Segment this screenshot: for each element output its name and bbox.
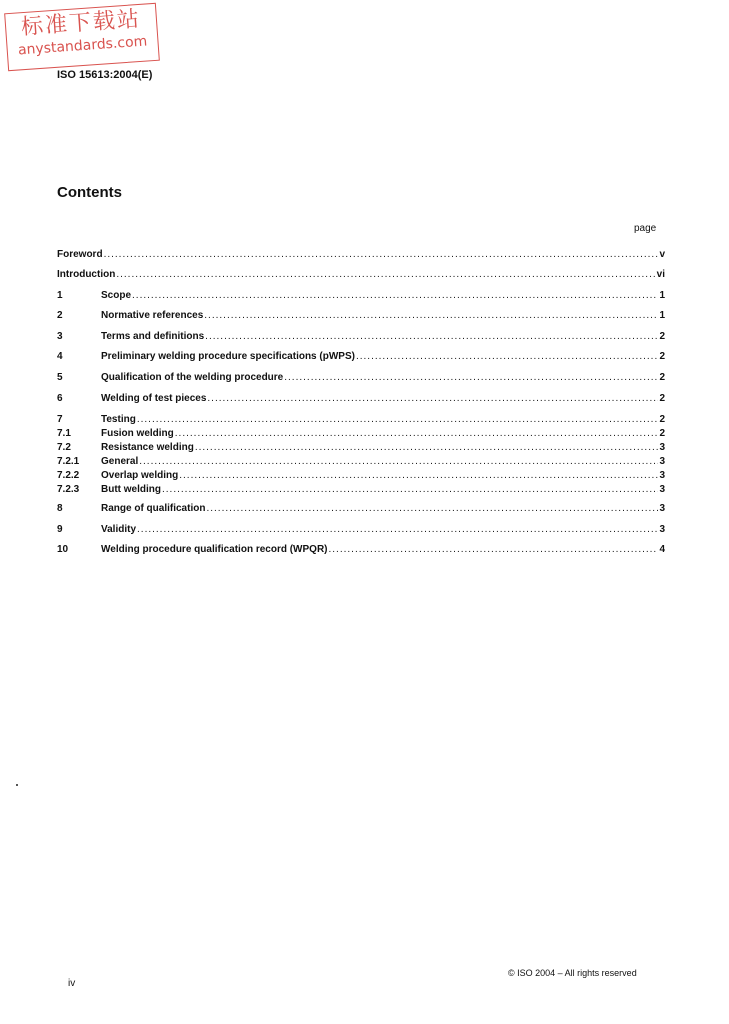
toc-entry-number: 7 (57, 414, 63, 425)
toc-entry-label: Testing (101, 414, 136, 425)
watermark-chinese: 标准下载站 (20, 6, 142, 41)
toc-entry-number: 10 (57, 544, 69, 555)
toc-entry-7-2-1[interactable] (57, 456, 665, 468)
toc-entry-3[interactable] (57, 331, 665, 343)
toc-entry-5[interactable] (57, 372, 665, 384)
toc-entry-label: Preliminary welding procedure specifications (pWPS) (101, 351, 355, 362)
toc-entry-number: 5 (57, 372, 63, 383)
toc-entry-2[interactable] (57, 310, 665, 322)
toc-entry-number: 7.2.3 (57, 484, 80, 495)
page-number: iv (68, 978, 76, 989)
toc-entry-page: 3 (659, 524, 665, 535)
toc-entry-7-1[interactable] (57, 428, 665, 440)
toc-entry-page: 2 (659, 331, 665, 342)
toc-entry-number: 6 (57, 393, 63, 404)
toc-leader-dots (207, 393, 658, 405)
toc-entry-label: Overlap welding (101, 470, 179, 481)
toc-leader-dots (175, 428, 659, 440)
toc-entry-label: Qualification of the welding procedure (101, 372, 284, 383)
toc-entry-number: 1 (57, 290, 63, 301)
toc-entry-number: 7.2.2 (57, 470, 80, 481)
toc-entry-label: Butt welding (101, 484, 161, 495)
toc-leader-dots (162, 484, 658, 496)
toc-entry-10[interactable] (57, 544, 665, 556)
toc-entry-page: 2 (659, 393, 665, 404)
toc-entry-page: 2 (659, 428, 665, 439)
toc-entry-label: Scope (101, 290, 132, 301)
toc-entry-label: Fusion welding (101, 428, 174, 439)
toc-entry-number: 4 (57, 351, 63, 362)
toc-entry-number: 2 (57, 310, 63, 321)
toc-leader-dots (179, 470, 658, 482)
contents-title: Contents (57, 184, 122, 201)
toc-entry-number: 9 (57, 524, 63, 535)
toc-entry-7-2-3[interactable] (57, 484, 665, 496)
toc-entry-page: 1 (659, 290, 665, 301)
toc-entry-label: Introduction (57, 269, 116, 280)
toc-entry-7-2-2[interactable] (57, 470, 665, 482)
toc-entry-9[interactable] (57, 524, 665, 536)
toc-entry-label: Welding of test pieces (101, 393, 207, 404)
toc-leader-dots (137, 524, 658, 536)
toc-leader-dots (137, 414, 659, 426)
toc-leader-dots (205, 331, 658, 343)
toc-leader-dots (104, 249, 659, 261)
watermark-stamp (4, 3, 160, 71)
toc-entry-7[interactable] (57, 414, 665, 426)
toc-entry-page: v (659, 249, 665, 260)
scan-speck (16, 784, 18, 786)
toc-leader-dots (206, 503, 658, 515)
toc-leader-dots (116, 269, 655, 281)
toc-entry-4[interactable] (57, 351, 665, 363)
toc-entry-label: Normative references (101, 310, 204, 321)
toc-entry-label: Foreword (57, 249, 103, 260)
copyright-notice: © ISO 2004 – All rights reserved (508, 968, 637, 978)
toc-entry-label: Range of qualification (101, 503, 206, 514)
toc-entry-page: 3 (659, 470, 665, 481)
toc-leader-dots (329, 544, 659, 556)
toc-entry-number: 3 (57, 331, 63, 342)
toc-entry-7-2[interactable] (57, 442, 665, 454)
toc-entry-number: 7.2 (57, 442, 71, 453)
toc-entry-label: Resistance welding (101, 442, 194, 453)
toc-entry-8[interactable] (57, 503, 665, 515)
toc-leader-dots (204, 310, 658, 322)
toc-entry-1[interactable] (57, 290, 665, 302)
page-column-label: page (634, 223, 657, 234)
document-id: ISO 15613:2004(E) (57, 69, 153, 81)
toc-entry-page: vi (656, 269, 665, 280)
toc-entry-page: 2 (659, 351, 665, 362)
toc-entry-page: 3 (659, 456, 665, 467)
toc-entry-label: Welding procedure qualification record (WPQR) (101, 544, 328, 555)
toc-leader-dots (132, 290, 658, 302)
toc-entry-page: 2 (659, 372, 665, 383)
toc-entry-introduction[interactable] (57, 269, 665, 281)
toc-leader-dots (195, 442, 659, 454)
toc-entry-page: 4 (659, 544, 665, 555)
toc-entry-label: Terms and definitions (101, 331, 205, 342)
toc-entry-foreword[interactable] (57, 249, 665, 261)
toc-entry-label: Validity (101, 524, 137, 535)
toc-entry-label: General (101, 456, 139, 467)
toc-leader-dots (356, 351, 658, 363)
toc-leader-dots (139, 456, 658, 468)
toc-entry-page: 1 (659, 310, 665, 321)
toc-leader-dots (284, 372, 658, 384)
toc-entry-6[interactable] (57, 393, 665, 405)
toc-entry-number: 7.2.1 (57, 456, 80, 467)
toc-entry-number: 8 (57, 503, 63, 514)
toc-entry-number: 7.1 (57, 428, 71, 439)
toc-entry-page: 3 (659, 503, 665, 514)
toc-entry-page: 2 (659, 414, 665, 425)
toc-entry-page: 3 (659, 484, 665, 495)
watermark-url: anystandards.com (17, 33, 148, 59)
toc-entry-page: 3 (659, 442, 665, 453)
